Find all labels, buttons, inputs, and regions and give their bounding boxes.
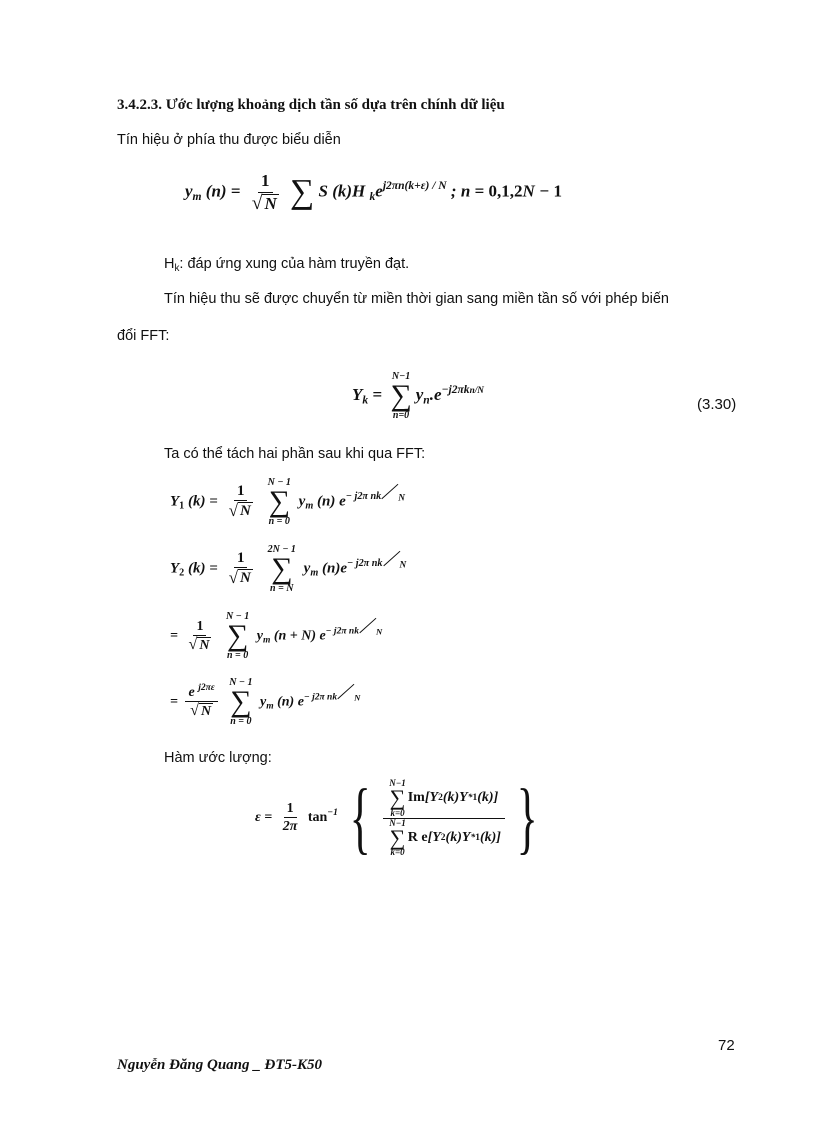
equation-received-signal: $y_m$ (n) = 1 √ N ∑ S (k)H $_ke^{j2\pi n(k+\varepsilon) / N}$ ; n = 0,1,2N − 1: [185, 171, 563, 214]
paragraph-fft-line1: Tín hiệu thu sẽ được chuyển từ miền thời gian sang miền tần số với phép biến: [164, 291, 669, 307]
paragraph-fft-line2: đổi FFT:: [117, 328, 170, 344]
page-number: 72: [718, 1037, 735, 1054]
equation-y1: $Y_1$ (k) = 1 √ N N − 1 ∑ n = 0 $y_m$ (n) $e^{- j2\pi nk}$ $^N$: [170, 477, 405, 527]
equation-number: (3.30): [697, 396, 737, 413]
equation-fft: $Y_k$ = N−1 ∑ n=0 $y_n.e^{-j2\pi kn/N}$: [352, 371, 484, 421]
paragraph-received-signal: Tín hiệu ở phía thu được biểu diễn: [117, 132, 341, 148]
paragraph-hk-definition: $H_k$: đáp ứng xung của hàm truyền đạt.: [164, 256, 410, 274]
equation-y2-step2: = e $^{j2\pi\varepsilon}$ √ N N − 1 ∑ n = 0 $y_m$ (n) $e^{- j2\pi nk}$ $^N$: [170, 677, 361, 727]
paragraph-split-fft: Ta có thể tách hai phần sau khi qua FFT:: [164, 446, 426, 462]
equation-y2-step1: = 1 √ N N − 1 ∑ n = 0 $y_m$ (n + N) $e^{- j2\pi nk}$ $^N$: [170, 611, 383, 661]
section-heading: 3.4.2.3. Ước lượng khoảng dịch tần số dựa trên chính dữ liệu: [117, 97, 505, 113]
equation-y2: $Y_2$ (k) = 1 √ N 2N − 1 ∑ n = N $y_m$ $(n)e^{- j2\pi nk}$ $^N$: [170, 544, 407, 594]
paragraph-estimator: Hàm ước lượng:: [164, 750, 272, 766]
footer-author: Nguyễn Đăng Quang _ ĐT5-K50: [117, 1057, 323, 1073]
equation-estimator: ε = $\frac{1}{2\pi}$ $\tan^{-1}$ { N−1 ∑ k=0 Im [Y 2 (k)Y * 1 (k)] N−1 ∑ k=0 R e [Y 2 (k)Y * 1 (k)] }: [255, 774, 539, 862]
